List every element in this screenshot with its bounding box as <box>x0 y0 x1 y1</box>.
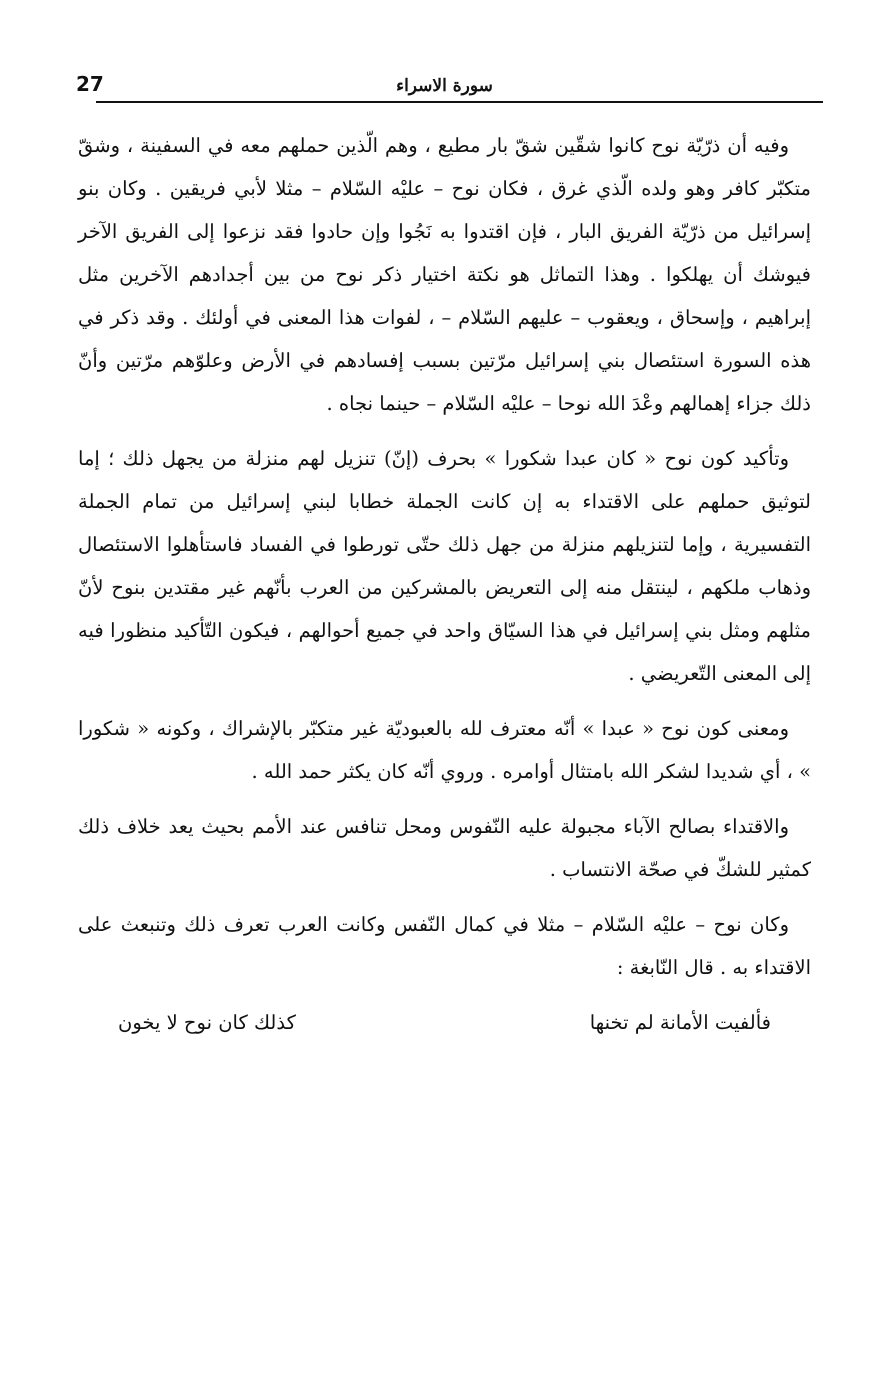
paragraph: وتأكيد كون نوح « كان عبدا شكورا » بحرف (إنّ) تنزيل لهم منزلة من يجهل ذلك ؛ إما لتوثيق حملهم على الاقتداء به إن كانت الجملة خطابا لبني إسرائيل من تمام الجملة التفسيرية ، وإما لتنزيلهم منزلة من جهل ذلك حتّى تورطوا في الفساد فاستأهلوا الاستئصال وذهاب ملكهم ، لينتقل منه إلى التعريض بالمشركين من العرب بأنّهم غير مقتدين بنوح لأنّ مثلهم ومثل بني إسرائيل في هذا السيّاق واحد في جميع أحوالهم ، فيكون التّأكيد منظورا فيه إلى المعنى التّعريضي . <box>78 447 811 685</box>
poem-verse <box>118 1001 771 1044</box>
paragraph: وكان نوح – عليْه السّلام – مثلا في كمال النّفس وكانت العرب تعرف ذلك وتنبعث على الاقتداء به . قال النّابغة : <box>78 913 811 979</box>
paragraph: ومعنى كون نوح « عبدا » أنّه معترف لله بالعبوديّة غير متكبّر بالإشراك ، وكونه « شكورا » ، أي شديدا لشكر الله بامتثال أوامره . وروي أنّه كان يكثر حمد الله . <box>78 717 811 783</box>
running-title: سورة الاسراء <box>396 76 493 96</box>
page-number: 27 <box>76 72 104 96</box>
paragraph: وفيه أن ذرّيّة نوح كانوا شقّين شقّ بار مطيع ، وهم الّذين حملهم معه في السفينة ، وشقّ متكبّر كافر وهو ولده الّذي غرق ، فكان نوح – عليْه السّلام – مثلا لأبي فريقين . وكان بنو إسرائيل من ذرّيّة الفريق البار ، فإن اقتدوا به نَجُوا وإن حادوا فقد نزعوا إلى الفريق الآخر فيوشك أن يهلكوا . وهذا التماثل هو نكتة اختيار ذكر نوح من بين أجدادهم الآخرين مثل إبراهيم ، وإسحاق ، ويعقوب – عليهم السّلام – ، لفوات هذا المعنى في أولئك . وقد ذكر في هذه السورة استئصال بني إسرائيل مرّتين بسبب إفسادهم في الأرض وعلوّهم مرّتين وأنّ ذلك جزاء إهمالهم وعْدَ الله نوحا – عليْه السّلام – حينما نجاه . <box>78 134 811 415</box>
header-rule <box>96 101 823 103</box>
verse-second-hemistich: كذلك كان نوح لا يخون <box>118 1011 296 1034</box>
body-text <box>78 124 811 1044</box>
verse-first-hemistich: فألفيت الأمانة لم تخنها <box>589 1011 771 1034</box>
paragraph: والاقتداء بصالح الآباء مجبولة عليه النّفوس ومحل تنافس عند الأمم بحيث يعد خلاف ذلك كمثير للشكّ في صحّة الانتساب . <box>78 815 811 881</box>
